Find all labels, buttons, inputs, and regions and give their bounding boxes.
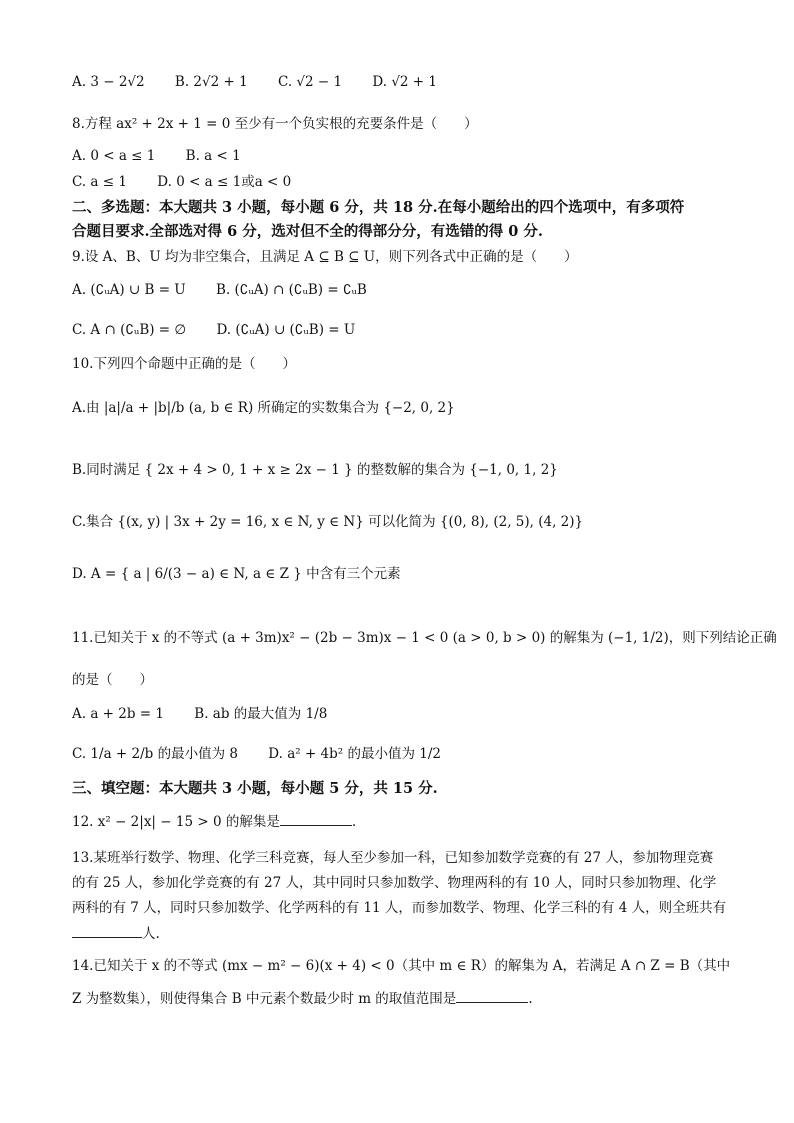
q9-option-b: B. (∁ᵤA) ∩ (∁ᵤB) = ∁ᵤB: [215, 282, 367, 298]
q9-option-a: A. (∁ᵤA) ∪ B = U: [72, 282, 186, 298]
q9-options-row2: [72, 320, 355, 340]
q7-option-b: B. 2√2 + 1: [174, 74, 248, 90]
q10-option-a: A.由 |a|/a + |b|/b (a, b ∈ R) 所确定的实数集合为 {−2, 0, 2}: [72, 400, 455, 416]
q12-line: [72, 811, 356, 832]
q14-stem-end: Z 为整数集），则使得集合 B 中元素个数最少时 m 的取值范围是: [72, 991, 457, 1007]
q11-option-b: B. ab 的最大值为 1/8: [194, 706, 328, 722]
q13-line3: 两科的有 7 人，同时只参加数学、化学两科的有 11 人，而参加数学、物理、化学三科的有 4 人，则全班共有: [72, 900, 727, 916]
q8-option-b: B. a < 1: [185, 148, 241, 164]
q14-line1: 14.已知关于 x 的不等式 (mx − m² − 6)(x + 4) < 0（其中 m ∈ R）的解集为 A，若满足 A ∩ Z = B（其中: [72, 958, 731, 974]
q12-answer-blank[interactable]: [280, 811, 352, 826]
q13-line2: 的有 25 人，参加化学竞赛的有 27 人，其中同时只参加数学、物理两科的有 10 人，同时只参加物理、化学: [72, 875, 717, 891]
q12-end: .: [351, 814, 357, 830]
q13-answer-blank[interactable]: [72, 923, 142, 938]
q9-options-row1: [72, 280, 367, 300]
q14-end: .: [528, 991, 533, 1007]
q9-stem: 9.设 A、B、U 均为非空集合，且满足 A ⊆ B ⊆ U，则下列各式中正确的是（ ）: [72, 249, 578, 265]
q11-options-row1: [72, 704, 327, 724]
q8-options-row2: [72, 172, 291, 192]
q11-option-c: C. 1/a + 2/b 的最小值为 8: [72, 746, 238, 762]
section3-heading: 三、填空题：本大题共 3 小题，每小题 5 分，共 15 分.: [72, 780, 438, 797]
q14-answer-blank[interactable]: [456, 988, 528, 1003]
q13-end: 人.: [142, 926, 160, 942]
q7-options: [72, 72, 437, 92]
q10-option-c: C.集合 {(x, y) | 3x + 2y = 16, x ∈ N, y ∈ N} 可以化简为 {(0, 8), (2, 5), (4, 2)}: [72, 514, 584, 530]
section2-heading-line1: 二、多选题：本大题共 3 小题，每小题 6 分，共 18 分.在每小题给出的四个选项中，有多项符: [72, 199, 685, 216]
q11-stem-line2: 的是（ ）: [72, 672, 153, 688]
q8-options-row1: [72, 146, 241, 166]
q7-option-a: A. 3 − 2√2: [72, 74, 145, 90]
q11-option-d: D. a² + 4b² 的最小值为 1/2: [268, 746, 441, 762]
q7-option-d: D. √2 + 1: [372, 74, 437, 90]
q7-option-c: C. √2 − 1: [277, 74, 343, 90]
q9-option-c: C. A ∩ (∁ᵤB) = ∅: [72, 322, 187, 338]
q10-option-b: B.同时满足 { 2x + 4 > 0, 1 + x ≥ 2x − 1 } 的整数解的集合为 {−1, 0, 1, 2}: [72, 462, 558, 478]
q13-line4: [72, 923, 160, 944]
q12-stem: 12. x² − 2|x| − 15 > 0 的解集是: [72, 814, 280, 830]
q8-option-c: C. a ≤ 1: [72, 174, 127, 190]
section2-heading-line2: 合题目要求.全部选对得 6 分，选对但不全的得部分分，有选错的得 0 分.: [72, 223, 543, 240]
q9-option-d: D. (∁ᵤA) ∪ (∁ᵤB) = U: [216, 322, 356, 338]
q11-stem-line1: 11.已知关于 x 的不等式 (a + 3m)x² − (2b − 3m)x − 1 < 0 (a > 0, b > 0) 的解集为 (−1, 1/2)，则下列结论正确: [72, 630, 777, 646]
q10-stem: 10.下列四个命题中正确的是（ ）: [72, 356, 296, 372]
q8-option-d: D. 0 < a ≤ 1或a < 0: [157, 174, 292, 190]
q14-line2: [72, 988, 533, 1009]
q8-stem: 8.方程 ax² + 2x + 1 = 0 至少有一个负实根的充要条件是（ ）: [72, 116, 478, 132]
q10-option-d: D. A = { a | 6/(3 − a) ∈ N, a ∈ Z } 中含有三个元素: [72, 566, 401, 582]
q8-option-a: A. 0 < a ≤ 1: [72, 148, 156, 164]
q11-option-a: A. a + 2b = 1: [72, 706, 164, 722]
q13-line1: 13.某班举行数学、物理、化学三科竞赛，每人至少参加一科，已知参加数学竞赛的有 27 人，参加物理竞赛: [72, 850, 714, 866]
q11-options-row2: [72, 744, 441, 764]
